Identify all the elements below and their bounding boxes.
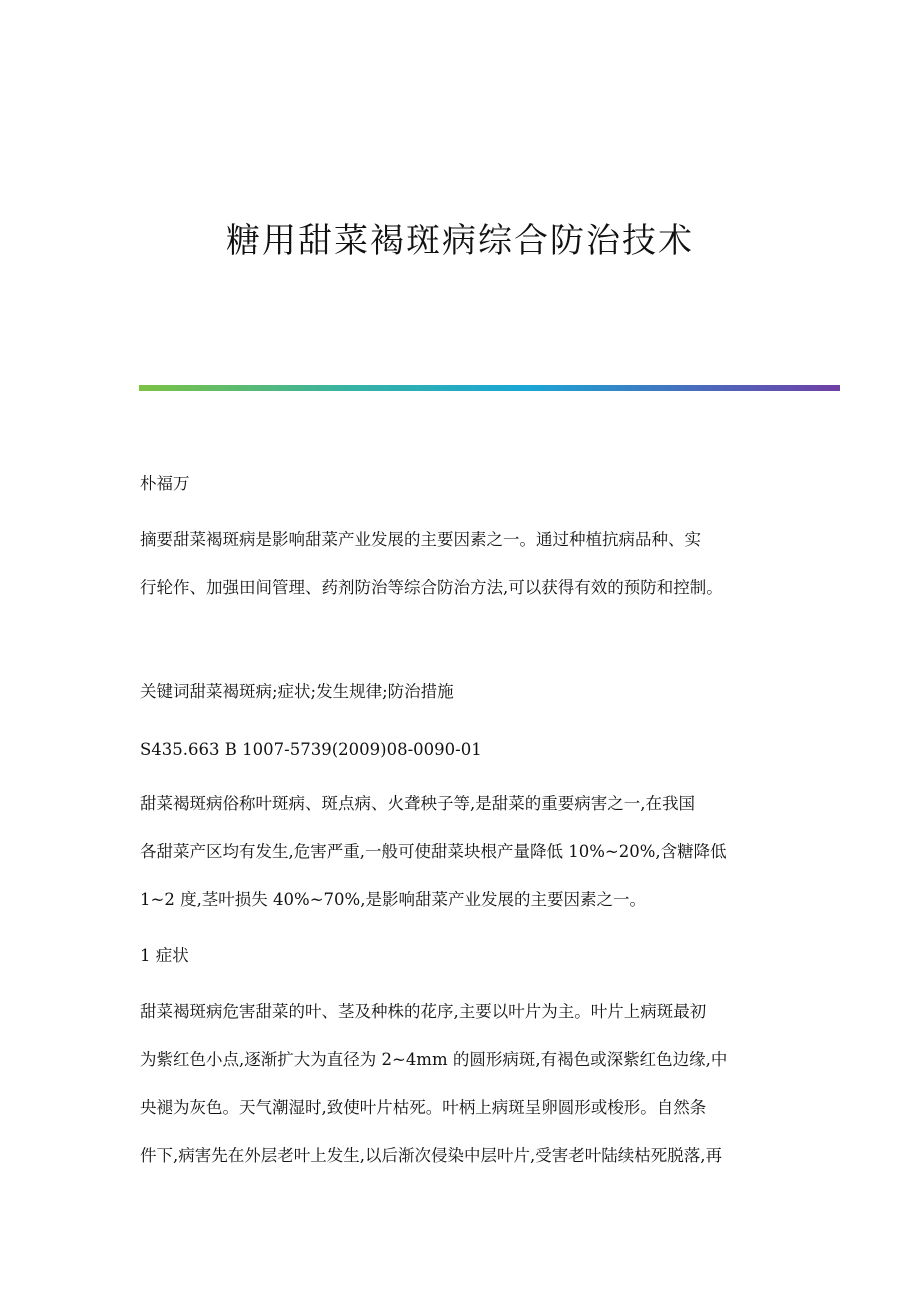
section-line: 央褪为灰色。天气潮湿时,致使叶片枯死。叶柄上病斑呈卵圆形或梭形。自然条: [140, 1098, 707, 1117]
classification-code: S435.663 B 1007-5739(2009)08-0090-01: [140, 740, 482, 759]
keywords: 关键词甜菜褐斑病;症状;发生规律;防治措施: [140, 682, 454, 701]
abstract-line: 摘要甜菜褐斑病是影响甜菜产业发展的主要因素之一。通过种植抗病品种、实: [140, 530, 701, 549]
section-heading: 1 症状: [140, 946, 189, 965]
title-divider: [139, 385, 840, 391]
document-title: 糖用甜菜褐斑病综合防治技术: [226, 221, 694, 261]
intro-line: 1~2 度,茎叶损失 40%~70%,是影响甜菜产业发展的主要因素之一。: [140, 890, 646, 909]
section-line: 为紫红色小点,逐渐扩大为直径为 2~4mm 的圆形病斑,有褐色或深紫红色边缘,中: [140, 1050, 728, 1069]
abstract-line: 行轮作、加强田间管理、药剂防治等综合防治方法,可以获得有效的预防和控制。: [140, 578, 723, 597]
section-line: 甜菜褐斑病危害甜菜的叶、茎及种株的花序,主要以叶片为主。叶片上病斑最初: [140, 1002, 707, 1021]
intro-line: 甜菜褐斑病俗称叶斑病、斑点病、火聋秧子等,是甜菜的重要病害之一,在我国: [140, 794, 695, 813]
author: 朴福万: [140, 474, 190, 493]
intro-line: 各甜菜产区均有发生,危害严重,一般可使甜菜块根产量降低 10%~20%,含糖降低: [140, 842, 727, 861]
section-line: 件下,病害先在外层老叶上发生,以后渐次侵染中层叶片,受害老叶陆续枯死脱落,再: [140, 1146, 722, 1165]
